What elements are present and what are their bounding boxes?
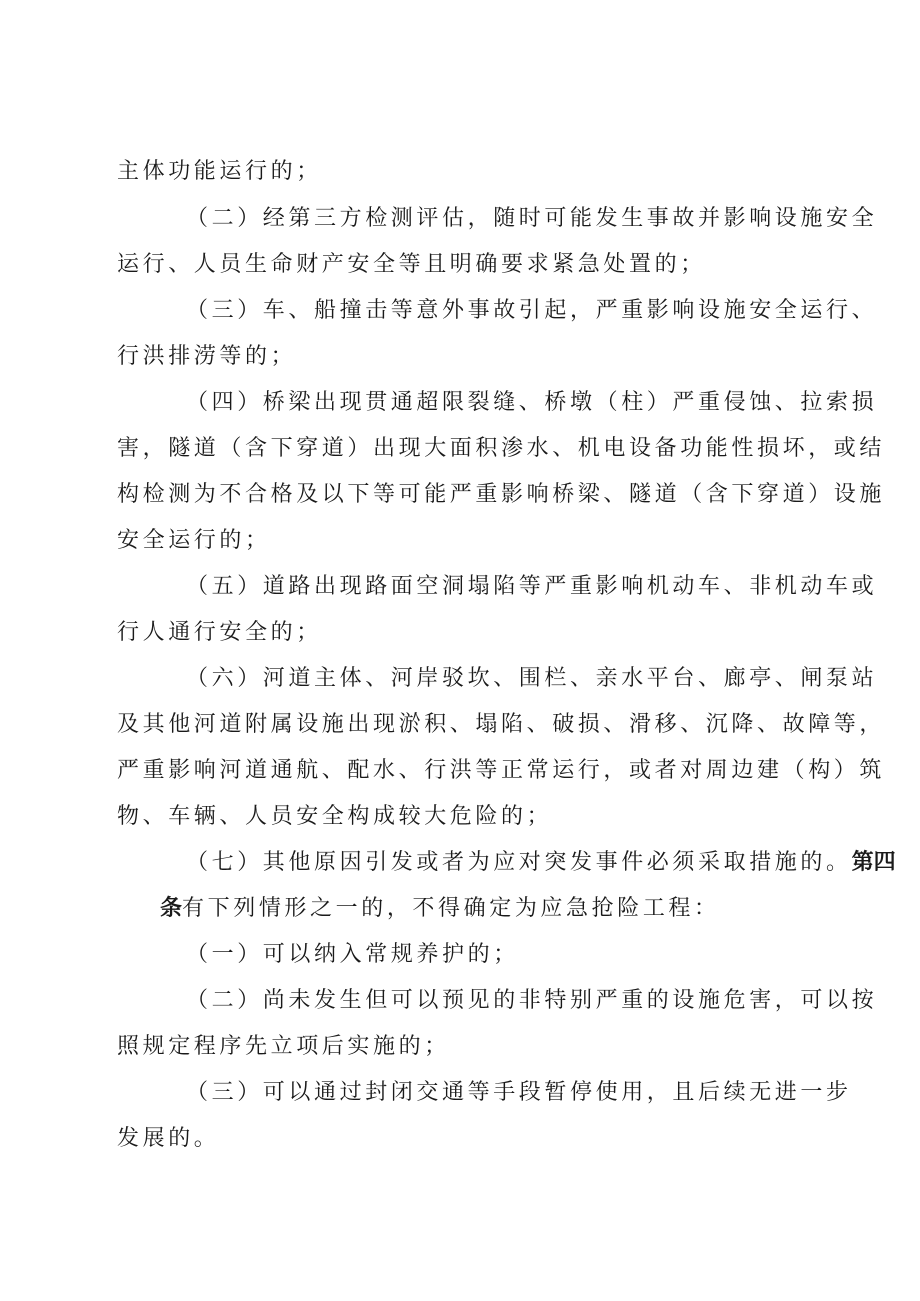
- text-line: 害，隧道（含下穿道）出现大面积渗水、机电设备功能性损坏，或结: [117, 436, 886, 461]
- text-line: 安全运行的；: [117, 528, 271, 553]
- clause-3: （三）车、船撞击等意外事故引起，严重影响设施安全运行、: [186, 298, 878, 323]
- text-line: 构检测为不合格及以下等可能严重影响桥梁、隧道（含下穿道）设施: [117, 482, 886, 507]
- clause-7-text: （七）其他原因引发或者为应对突发事件必须采取措施的。: [186, 850, 852, 875]
- article-4-text: 有下列情形之一的，不得确定为应急抢险工程：: [182, 896, 720, 921]
- exclusion-1: （一）可以纳入常规养护的；: [186, 942, 519, 967]
- article-4-heading-part2: 条: [160, 896, 183, 921]
- clause-7: [186, 848, 896, 878]
- article-4-heading-part1: 第四: [851, 850, 896, 875]
- text-line: 主体功能运行的；: [117, 159, 322, 184]
- article-4-line: [160, 894, 720, 924]
- clause-4: （四）桥梁出现贯通超限裂缝、桥墩（柱）严重侵蚀、拉索损: [186, 390, 878, 415]
- exclusion-2: （二）尚未发生但可以预见的非特别严重的设施危害，可以按: [186, 988, 878, 1013]
- text-line: 发展的。: [117, 1126, 220, 1151]
- text-line: 运行、人员生命财产安全等且明确要求紧急处置的；: [117, 252, 706, 277]
- clause-6: （六）河道主体、河岸驳坎、围栏、亲水平台、廊亭、闸泵站: [186, 666, 878, 691]
- text-line: 及其他河道附属设施出现淤积、塌陷、破损、滑移、沉降、故障等，: [117, 712, 886, 737]
- text-line: 行人通行安全的；: [117, 620, 322, 645]
- text-line: 严重影响河道通航、配水、行洪等正常运行，或者对周边建（构）筑: [117, 758, 886, 783]
- exclusion-3: （三）可以通过封闭交通等手段暂停使用，且后续无进一步: [186, 1080, 852, 1105]
- text-line: 物、车辆、人员安全构成较大危险的；: [117, 804, 553, 829]
- text-line: 行洪排涝等的；: [117, 344, 297, 369]
- text-line: 照规定程序先立项后实施的；: [117, 1034, 450, 1059]
- clause-5: （五）道路出现路面空洞塌陷等严重影响机动车、非机动车或: [186, 574, 878, 599]
- clause-2: （二）经第三方检测评估，随时可能发生事故并影响设施安全: [186, 206, 878, 231]
